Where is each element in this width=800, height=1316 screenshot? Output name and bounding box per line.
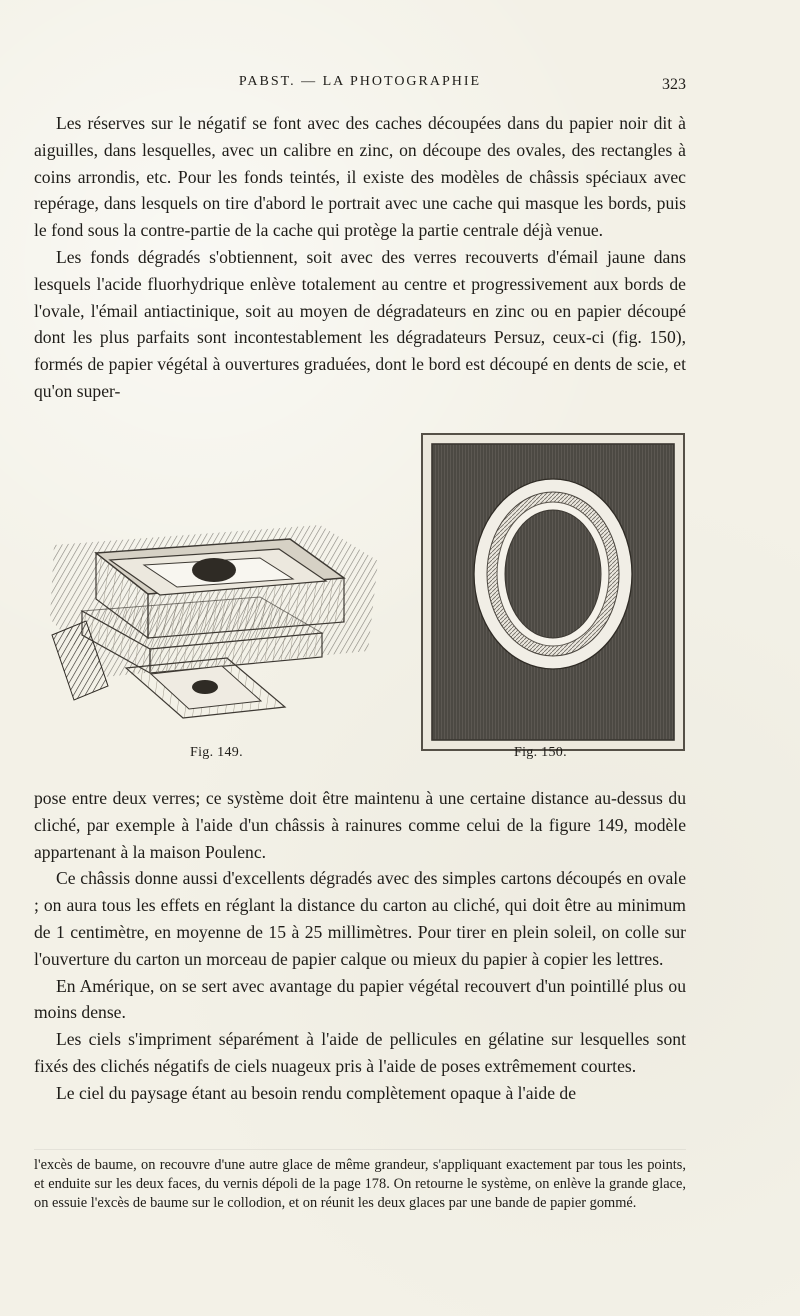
paragraph-4: Ce châssis donne aussi d'excellents dégradés avec des simples cartons découpés en ovale ; on aura tous les effets en réglant la distance du carton au cliché, qui doit être au minimum de 1 centimètre, en moyenne de 15 à 25 millimètres. Pour tirer en plein soleil, on colle sur l'ouverture du carton un morceau de papier calque ou mieux du papier à copier les lettres. [34, 868, 686, 969]
footnote [34, 1156, 686, 1212]
paragraph-7: Le ciel du paysage étant au besoin rendu complètement opaque à l'aide de [56, 1082, 577, 1103]
figure-150-illustration [420, 432, 686, 752]
paragraph-3: pose entre deux verres; ce système doit être maintenu à une certaine distance au-dessus du cliché, par exemple à l'aide d'un châssis à rainures comme celui de la figure 149, modèle appartenant à la maison Poulenc. [34, 788, 686, 862]
paragraph-5: En Amérique, on se sert avec avantage du papier végétal recouvert d'un pointillé plus ou moins dense. [34, 975, 686, 1023]
paragraph-6: Les ciels s'impriment séparément à l'aide de pellicules en gélatine sur lesquelles sont fixés des clichés négatifs de ciels nuageux pris à l'aide de poses extrêmement courtes. [34, 1029, 686, 1076]
paragraph-2: Les fonds dégradés s'obtiennent, soit avec des verres recouverts d'émail jaune dans lesquels l'acide fluorhydrique enlève totalement au centre et progressivement aux bords de l'ovale, l'émail antiactinique, soit au moyen de dégradateurs en zinc ou en papier découpé dont les plus parfaits sont incontestablement les dégradateurs Persuz, ceux-ci (fig. 150), formés de papier végétal à ouvertures graduées, dont le bord est découpé en dents de scie, et qu'on super- [34, 246, 686, 401]
figures-area [34, 420, 686, 770]
footnote-separator [34, 1149, 686, 1150]
body-text-top [34, 110, 686, 405]
page-header [34, 74, 686, 98]
body-text-bottom [34, 785, 686, 1107]
footnote-text: l'excès de baume, on recouvre d'une autre glace de même grandeur, s'appliquant exactement par tous les points, et enduite sur les deux faces, du vernis dépoli de la page 178. On retourne le système, on enlève la grande glace, on essuie l'excès de baume sur le collodion, et on réunit les deux glaces par une bande de papier gommé. [34, 1157, 686, 1211]
paragraph-1: Les réserves sur le négatif se font avec des caches découpées dans du papier noir dit à aiguilles, dans lesquelles, avec un calibre en zinc, on découpe des ovales, des rectangles à coins arrondis, etc. Pour les fonds teintés, il existe des modèles de châssis spéciaux avec repérage, dans lesquels on tire d'abord le portrait avec une cache qui masque les bords, puis le fond sous la contre-partie de la cache qui protège la partie centrale déjà venue. [34, 113, 686, 241]
running-head: PABST. — LA PHOTOGRAPHIE [238, 74, 482, 89]
figure-149-illustration [34, 463, 394, 735]
figure-150-caption: Fig. 150. [514, 745, 567, 760]
page-number: 323 [662, 76, 686, 93]
figure-149-caption: Fig. 149. [190, 745, 243, 760]
